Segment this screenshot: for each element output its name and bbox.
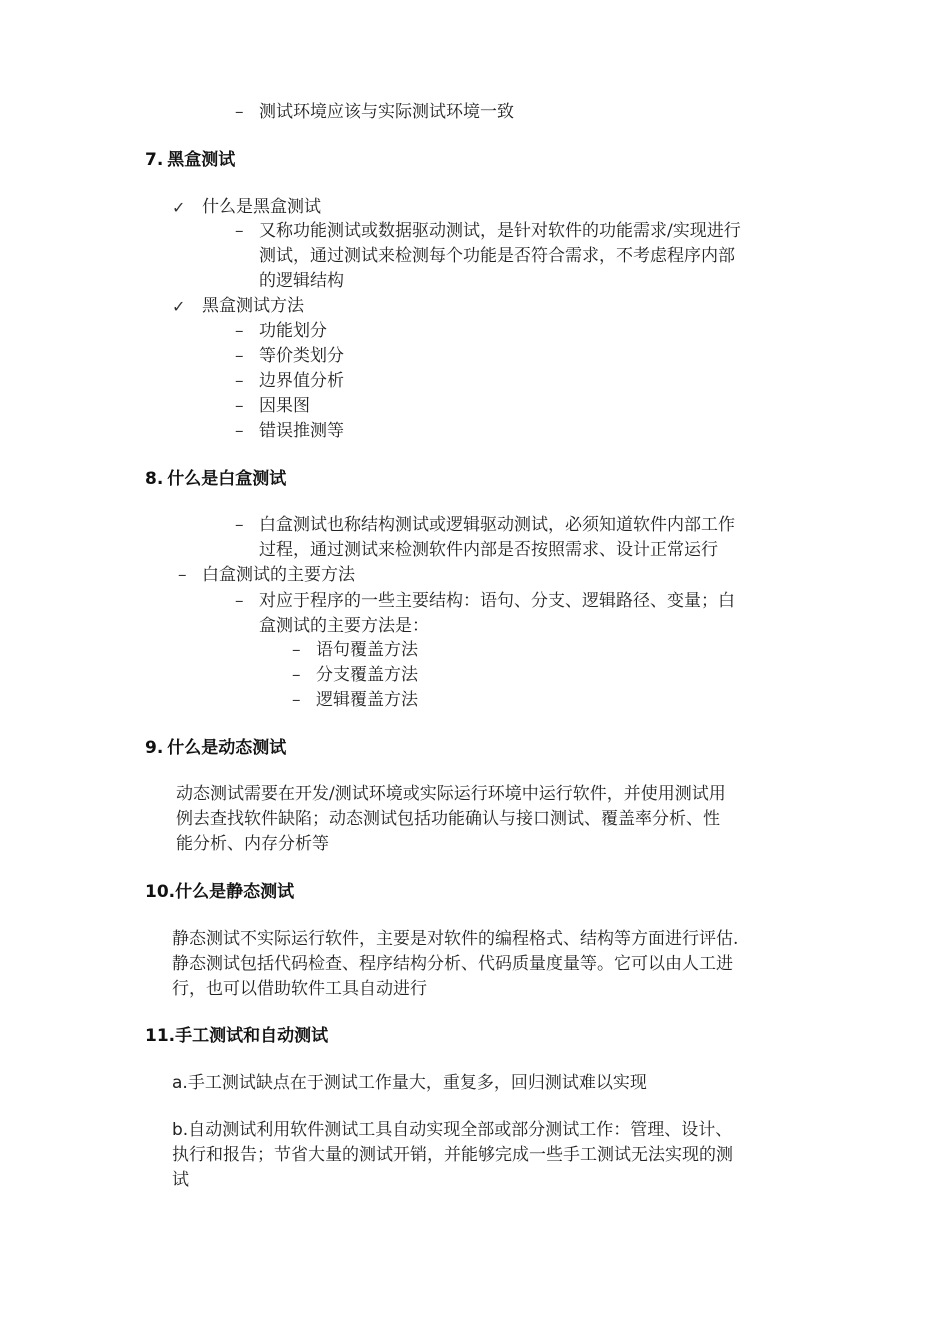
- automated-testing-line: 试: [172, 1170, 189, 1190]
- dash-marker: –: [292, 665, 301, 685]
- dash-marker: –: [235, 346, 244, 366]
- section-7-title: 黑盒测试: [167, 150, 236, 170]
- section-9-heading: [145, 735, 286, 761]
- black-box-method-item: 等价类划分: [259, 346, 344, 366]
- dash-marker: –: [235, 371, 244, 391]
- white-box-definition-line: 白盒测试也称结构测试或逻辑驱动测试，必须知道软件内部工作: [259, 515, 735, 535]
- white-box-structure-line: 对应于程序的一些主要结构：语句、分支、逻辑路径、变量；白: [259, 591, 735, 611]
- dynamic-testing-paragraph-line: 能分析、内存分析等: [176, 834, 329, 854]
- section-7-number: 7.: [145, 150, 164, 170]
- white-box-method-item: 逻辑覆盖方法: [316, 690, 418, 710]
- automated-testing-line: [172, 1118, 732, 1143]
- black-box-definition-line: 测试，通过测试来检测每个功能是否符合需求，不考虑程序内部: [259, 246, 735, 266]
- dash-marker: –: [235, 221, 244, 241]
- section-9-title: 什么是动态测试: [167, 738, 287, 758]
- black-box-method-item: 边界值分析: [259, 371, 344, 391]
- white-box-method-item: 语句覆盖方法: [316, 640, 418, 660]
- black-box-method-item: 功能划分: [259, 321, 327, 341]
- dash-marker: –: [235, 102, 244, 122]
- section-11-title: 手工测试和自动测试: [175, 1026, 329, 1046]
- dynamic-testing-paragraph-line: 例去查找软件缺陷；动态测试包括功能确认与接口测试、覆盖率分析、性: [176, 809, 720, 829]
- black-box-definition-line: 又称功能测试或数据驱动测试，是针对软件的功能需求/实现进行: [259, 221, 741, 241]
- black-box-method-item: 因果图: [259, 396, 310, 416]
- black-box-question: 什么是黑盒测试: [202, 197, 321, 217]
- white-box-definition-line: 过程，通过测试来检测软件内部是否按照需求、设计正常运行: [259, 540, 718, 560]
- dynamic-testing-paragraph-line: 动态测试需要在开发/测试环境或实际运行环境中运行软件，并使用测试用: [176, 784, 726, 804]
- static-testing-paragraph-line: 行，也可以借助软件工具自动进行: [172, 979, 427, 999]
- dash-marker: –: [292, 640, 301, 660]
- manual-testing-line: [172, 1071, 647, 1096]
- dash-marker: –: [235, 515, 244, 535]
- item-a-prefix: a.: [172, 1073, 188, 1093]
- dash-marker: –: [292, 690, 301, 710]
- black-box-definition-line: 的逻辑结构: [259, 271, 344, 291]
- black-box-method-item: 错误推测等: [259, 421, 344, 441]
- dash-marker: –: [235, 396, 244, 416]
- check-icon: ✓: [172, 198, 186, 217]
- section-11-number: 11.: [145, 1026, 176, 1046]
- static-testing-paragraph-line: 静态测试不实际运行软件，主要是对软件的编程格式、结构等方面进行评估.: [172, 929, 739, 949]
- section-11-heading: [145, 1023, 328, 1049]
- black-box-methods-title: 黑盒测试方法: [202, 296, 304, 316]
- dash-marker: –: [235, 421, 244, 441]
- static-testing-paragraph-line: 静态测试包括代码检查、程序结构分析、代码质量度量等。它可以由人工进: [172, 954, 733, 974]
- automated-testing-text: 自动测试利用软件测试工具自动实现全部或部分测试工作：管理、设计、: [188, 1120, 733, 1140]
- section-9-number: 9.: [145, 738, 164, 758]
- section-8-title: 什么是白盒测试: [167, 469, 287, 489]
- item-b-prefix: b.: [172, 1120, 189, 1140]
- automated-testing-line: 执行和报告；节省大量的测试开销，并能够完成一些手工测试无法实现的测: [172, 1145, 733, 1165]
- white-box-method-item: 分支覆盖方法: [316, 665, 418, 685]
- check-icon: ✓: [172, 297, 186, 316]
- section-7-heading: [145, 147, 235, 173]
- top-list-item: 测试环境应该与实际测试环境一致: [259, 102, 514, 122]
- dash-marker: –: [178, 565, 187, 585]
- section-8-number: 8.: [145, 469, 164, 489]
- dash-marker: –: [235, 591, 244, 611]
- section-10-heading: [145, 879, 294, 905]
- section-10-title: 什么是静态测试: [175, 882, 295, 902]
- dash-marker: –: [235, 321, 244, 341]
- section-8-heading: [145, 466, 286, 492]
- section-10-number: 10.: [145, 882, 176, 902]
- white-box-structure-line: 盒测试的主要方法是：: [259, 616, 429, 636]
- manual-testing-text: 手工测试缺点在于测试工作量大，重复多，回归测试难以实现: [187, 1073, 647, 1093]
- white-box-methods-title: 白盒测试的主要方法: [202, 565, 355, 585]
